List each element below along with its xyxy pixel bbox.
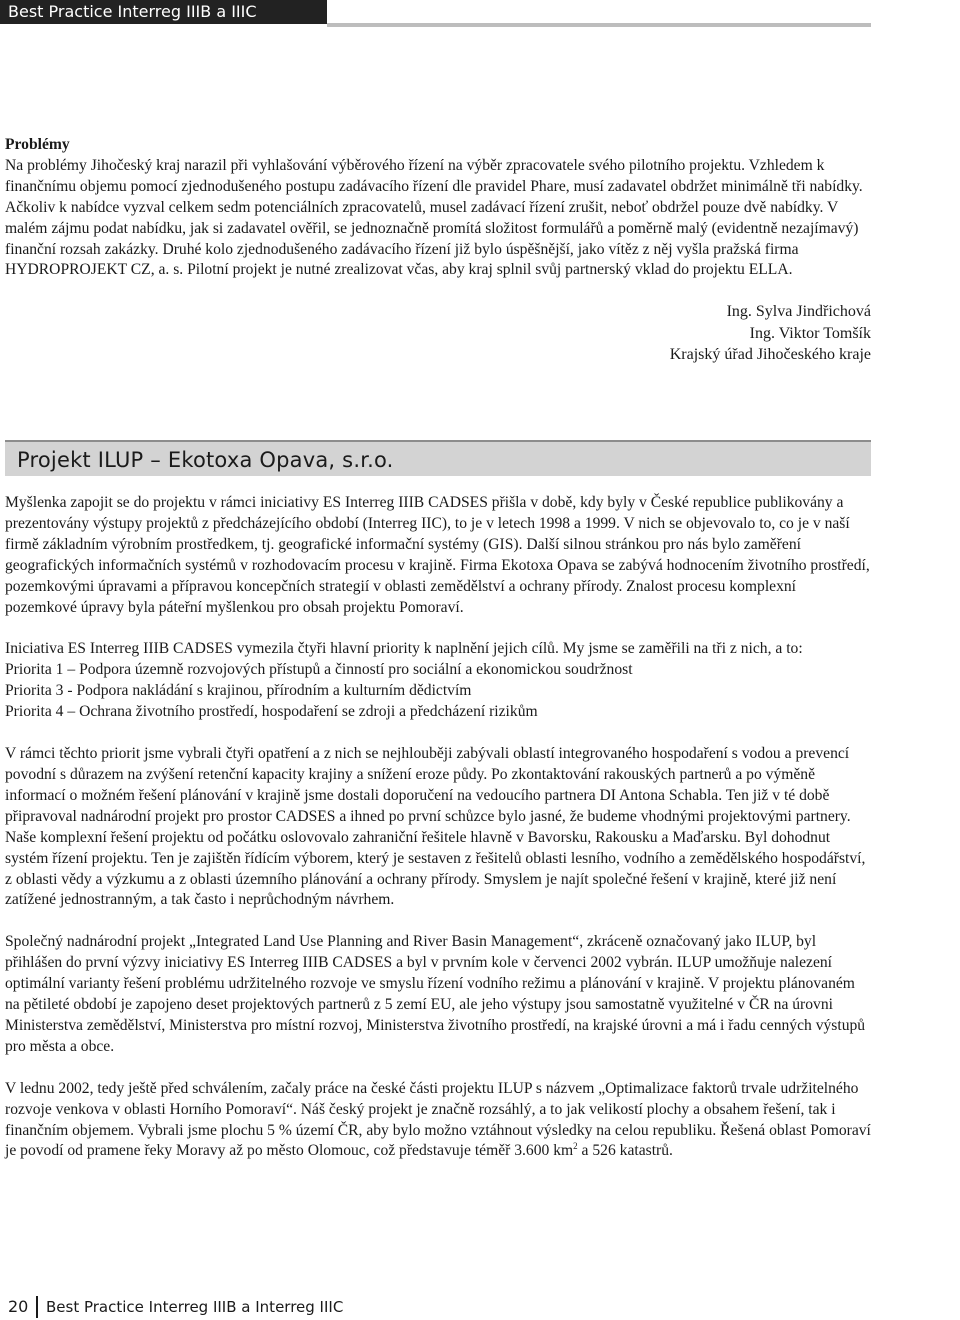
header-title: Best Practice Interreg IIIB a IIIC xyxy=(0,0,327,24)
footer-divider xyxy=(36,1296,38,1318)
superscript-2: 2 xyxy=(573,1141,578,1152)
page-number: 20 xyxy=(8,1297,29,1316)
signature-name-2: Ing. Viktor Tomšík xyxy=(749,324,871,342)
paragraph-czech-part xyxy=(5,1079,871,1163)
problems-heading: Problémy xyxy=(5,136,70,153)
signature-office: Krajský úřad Jihočeského kraje xyxy=(669,346,871,364)
priority-4: Priorita 4 – Ochrana životního prostředí, hospodaření se zdroji a předcházení rizikům xyxy=(5,703,538,721)
priority-3: Priorita 3 - Podpora nakládání s krajinou, přírodním a kulturním dědictvím xyxy=(5,682,472,700)
footer-title: Best Practice Interreg IIIB a Interreg IIIC xyxy=(46,1298,344,1316)
project-body xyxy=(5,493,871,1183)
project-banner xyxy=(5,440,871,476)
paragraph-priorities-intro: Iniciativa ES Interreg IIIB CADSES vymezila čtyři hlavní priority k naplnění jejich cílů. My jsme se zaměřili na tři z nich, a to: xyxy=(5,640,803,658)
priority-1: Priorita 1 – Podpora územně rozvojových přístupů a činností pro sociální a ekonomickou soudržnost xyxy=(5,661,633,679)
paragraph-measures: V rámci těchto priorit jsme vybrali čtyři opatření a z nich se nejhlouběji zabývali oblastí integrovaného hospodaření s vodou a prevencí povodní s důrazem na zvýšení retenční kapacity krajiny a snížení eroze půdy. Po zkontaktování rakouských partnerů a po výměně informací o možném řešení plánování v krajině jsme dostali doporučení na vedoucího partnera DI Antona Schabla. Ten již v té době připravoval nadnárodní projekt pro prostor CADSES a ihned po první schůzce bylo jasné, že budeme vhodnými projektovými partnery. Naše komplexní řešení projektu od počátku oslovovalo zahraniční řešitele hlavně v Bavorsku, Rakousku a Maďarsku. Byl dohodnut systém řízení projektu. Ten je zajištěn řídícím výborem, který je sestaven z řešitelů oblasti lesního, vodního a zemědělského hospodářství, z oblasti vědy a výzkumu a z oblasti územního plánování a ochrany přírody. Smyslem je najít společné řešení v krajině, které již není zatížené jednostranným, a tak často i neprůchodným návrhem. xyxy=(5,745,866,909)
paragraph-czech-part-end: a 526 katastrů. xyxy=(577,1142,673,1160)
problems-text: Na problémy Jihočeský kraj narazil při vyhlašování výběrového řízení na výběr zpracovatele svého pilotního projektu. Vzhledem k finančnímu objemu pomocí zjednodušeného postupu zadávacího řízení dle pravidel Phare, musí zadavatel obdržet minimálně tři nabídky. Ačkoliv k nabídce vyzval celkem sedm potenciálních zpracovatelů, musel zadávací řízení zrušit, neboť obdržel pouze dvě nabídky. V malém zájmu podat nabídku, jak si zadavatel ověřil, se jednoznačně promítá složitost formulářů a poměrně malý (evidentně nezajímavý) finanční rozsah zakázky. Druhé kolo zjednodušeného zadávacího řízení již bylo úspěšnější, jako vítěz z něj vyšla pražská firma HYDROPROJEKT CZ, a. s. Pilotní projekt je nutné zrealizovat včas, aby kraj splnil svůj partnerský vklad do projektu ELLA. xyxy=(5,156,863,279)
paragraph-intro: Myšlenka zapojit se do projektu v rámci iniciativy ES Interreg IIIB CADSES přišla v době, kdy byly v České republice publikovány a prezentovány výstupy projektů z předcházejícího období (Interreg IIC), to je v letech 1998 a 1999. V nich se objevovalo to, co je v naší firmě základním výrobním prostředkem, tj. geografické informační systémy (GIS). Další silnou stránkou pro nás bylo zaměření geografických informačních systémů v rozhodovacím procesu v krajině. Firma Ekotoxa Opava se zabývá hodnocením životního prostředí, pozemkovými úpravami a přípravou koncepčních strategií v oblasti zemědělství a ochrany přírody. Znalost procesu komplexní pozemkové úpravy byla páteřní myšlenkou pro obsah projektu Pomoraví. xyxy=(5,494,870,616)
footer xyxy=(0,1296,400,1320)
paragraph-ilup: Společný nadnárodní projekt „Integrated Land Use Planning and River Basin Management“, zkráceně označovaný jako ILUP, byl přihlášen do první výzvy iniciativy ES Interreg IIIB CADSES a byl v prvním kole v červenci 2002 vybrán. ILUP umožňuje nalezení optimální varianty řešení problému udržitelného rozvoje ve smyslu řízení vodního režimu a plánování v krajině. V projektu plánovaném na pětileté období je zapojeno deset projektových partnerů z 5 zemí EU, ale jeho výstupy jsou samostatně využitelné v ČR na úrovni Ministerstva zemědělství, Ministerstva pro místní rozvoj, Ministerstva životního prostředí, na krajské úrovni a má i řadu cenných výstupů pro města a obce. xyxy=(5,933,866,1055)
signature-name-1: Ing. Sylva Jindřichová xyxy=(726,303,871,321)
paragraph-czech-part-text: V lednu 2002, tedy ještě před schválením, začaly práce na české části projektu ILUP s názvem „Optimalizace faktorů trvale udržitelného rozvoje venkova v oblasti Horního Pomoraví“. Náš český projekt je značně rozsáhlý, a to jak velikostí plochy a obsahem řešení, tak i finančním objemem. Vybrali jsme plochu 5 % území ČR, aby bylo možno vztáhnout výsledky na celou republiku. Řešená oblast Pomoraví je povodí od pramene řeky Moravy až po město Olomouc, což představuje téměř 3.600 km xyxy=(5,1079,871,1160)
project-title: Projekt ILUP – Ekotoxa Opava, s.r.o. xyxy=(17,448,394,472)
header-rule xyxy=(327,23,871,27)
problems-section xyxy=(5,135,871,366)
signature-block xyxy=(5,301,871,366)
